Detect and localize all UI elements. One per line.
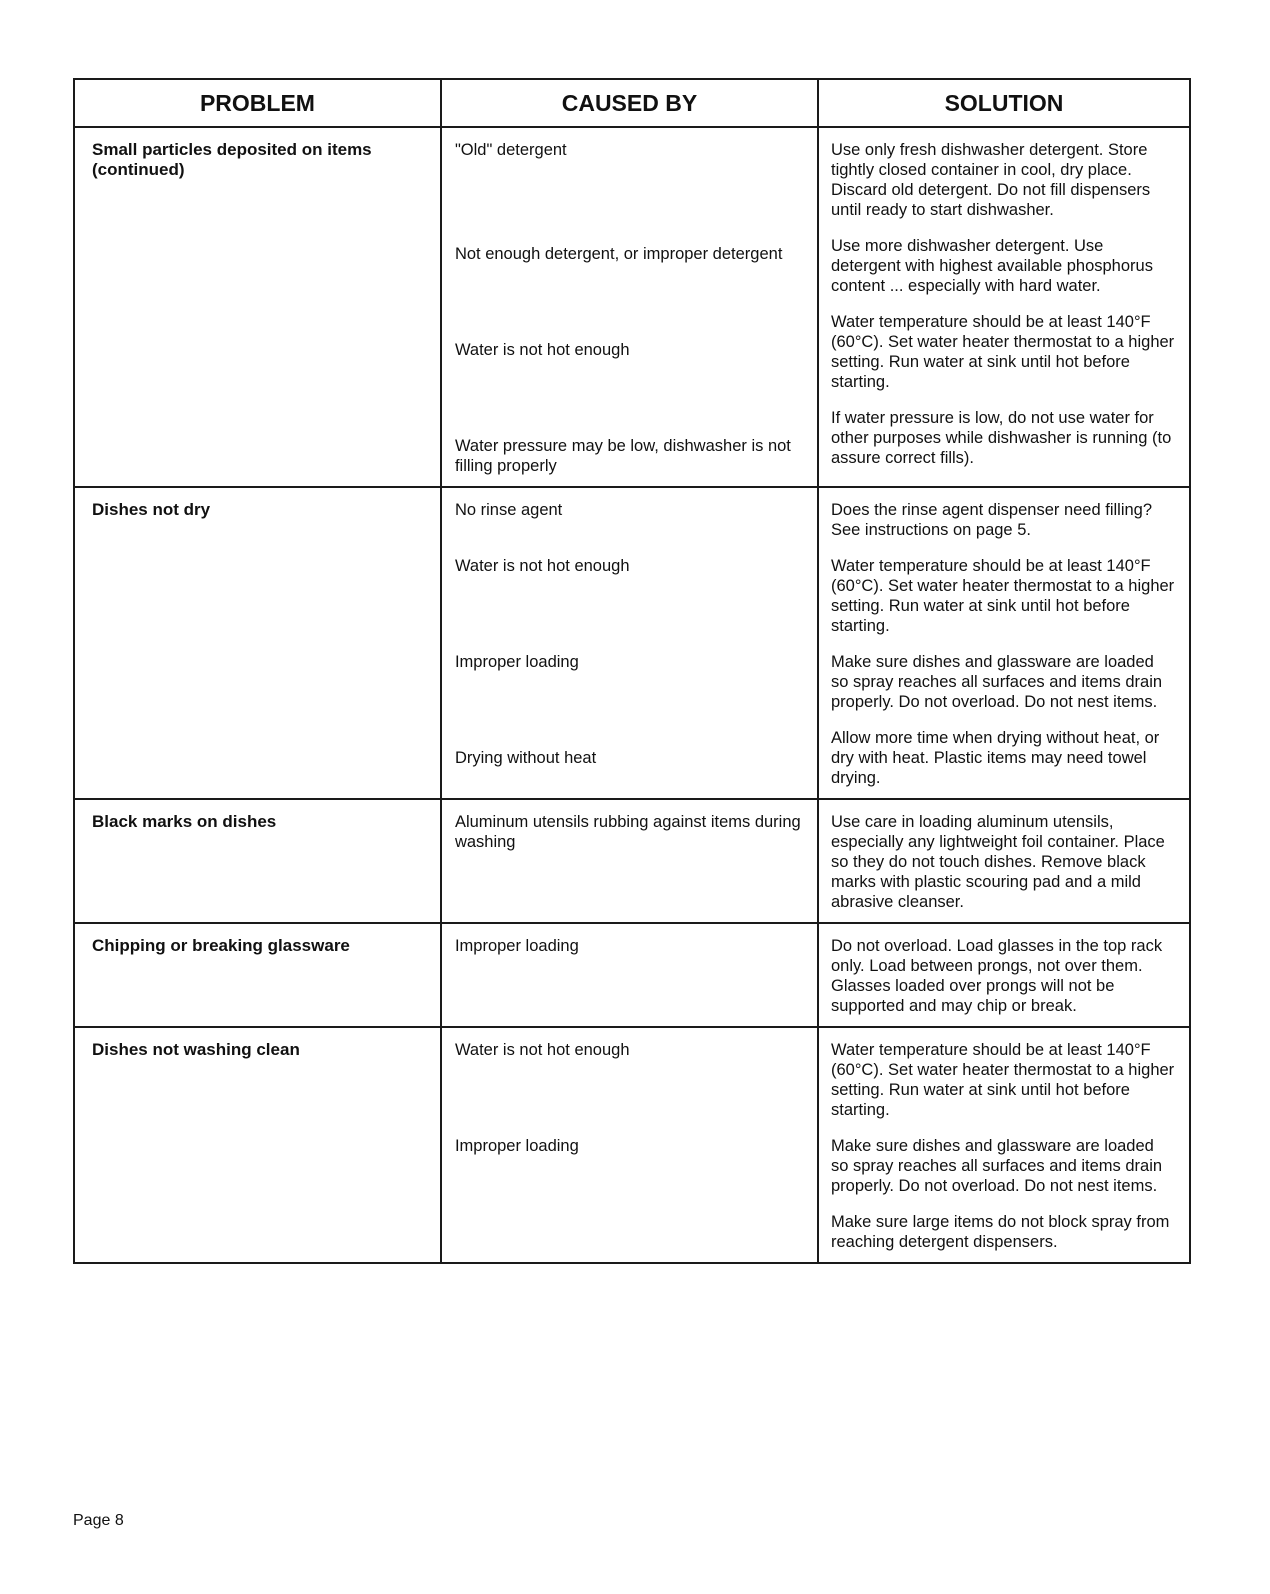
problem-cell xyxy=(74,799,441,923)
cause-cell xyxy=(441,127,818,487)
cause-text: Improper loading xyxy=(454,1137,579,1155)
cause-cell xyxy=(441,487,818,799)
problem-cell xyxy=(74,1027,441,1263)
table-row xyxy=(74,1027,1190,1263)
cause-cell xyxy=(441,1027,818,1263)
solution-text: Do not overload. Load glasses in the top rack only. Load between prongs, not over them. Glasses loaded over prongs will not be supported and may chip or break. xyxy=(830,937,1163,1015)
problem-label: Chipping or breaking glassware xyxy=(92,936,350,955)
cause-text: Water pressure may be low, dishwasher is not filling properly xyxy=(454,437,791,475)
cause-text: "Old" detergent xyxy=(454,141,567,159)
solution-text: Use more dishwasher detergent. Use detergent with highest available phosphorus content ... especially with hard water. xyxy=(830,237,1153,295)
solution-text: Water temperature should be at least 140°F (60°C). Set water heater thermostat to a higher setting. Run water at sink until hot before starting. xyxy=(830,313,1175,391)
solution-text: Use care in loading aluminum utensils, especially any lightweight foil container. Place so they do not touch dishes. Remove black marks with plastic scouring pad and a mild abrasive cleanser. xyxy=(830,813,1165,911)
solution-text: Use only fresh dishwasher detergent. Store tightly closed container in cool, dry place. Discard old detergent. Do not fill dispensers until ready to start dishwasher. xyxy=(830,141,1151,219)
solution-cell xyxy=(818,127,1190,487)
header-row xyxy=(74,79,1190,127)
problem-label: Dishes not washing clean xyxy=(92,1040,300,1059)
solution-cell xyxy=(818,799,1190,923)
cause-cell xyxy=(441,923,818,1027)
solution-text: Make sure dishes and glassware are loaded so spray reaches all surfaces and items drain properly. Do not overload. Do not nest items. xyxy=(830,653,1163,711)
problem-cell xyxy=(74,127,441,487)
solution-text: Make sure dishes and glassware are loaded so spray reaches all surfaces and items drain properly. Do not overload. Do not nest items. xyxy=(830,1137,1163,1195)
cause-text: Water is not hot enough xyxy=(454,341,630,359)
table-row xyxy=(74,487,1190,799)
cause-text: Water is not hot enough xyxy=(454,557,630,575)
table-row xyxy=(74,799,1190,923)
problem-label: Dishes not dry xyxy=(92,500,211,519)
cause-text: No rinse agent xyxy=(454,501,563,519)
solution-text: Allow more time when drying without heat, or dry with heat. Plastic items may need towel drying. xyxy=(830,729,1160,787)
solution-text: Water temperature should be at least 140°F (60°C). Set water heater thermostat to a higher setting. Run water at sink until hot before starting. xyxy=(830,1041,1175,1119)
problem-cell xyxy=(74,923,441,1027)
header-problem: PROBLEM xyxy=(74,79,441,127)
cause-text: Improper loading xyxy=(454,653,579,671)
solution-text: If water pressure is low, do not use water for other purposes while dishwasher is running (to assure correct fills). xyxy=(830,409,1172,467)
cause-text: Drying without heat xyxy=(454,749,597,767)
problem-cell xyxy=(74,487,441,799)
solution-text: Does the rinse agent dispenser need filling? See instructions on page 5. xyxy=(830,501,1153,539)
problem-label: Black marks on dishes xyxy=(92,812,277,831)
cause-text: Aluminum utensils rubbing against items during washing xyxy=(454,813,801,851)
cause-text: Water is not hot enough xyxy=(454,1041,630,1059)
problem-label: Small particles deposited on items (continued) xyxy=(92,140,372,179)
table-row xyxy=(74,923,1190,1027)
page-number: Page 8 xyxy=(73,1512,124,1529)
header-solution: SOLUTION xyxy=(818,79,1190,127)
cause-text: Improper loading xyxy=(454,937,579,955)
solution-text: Make sure large items do not block spray from reaching detergent dispensers. xyxy=(830,1213,1170,1251)
cause-text: Not enough detergent, or improper detergent xyxy=(454,245,783,263)
solution-text: Water temperature should be at least 140°F (60°C). Set water heater thermostat to a higher setting. Run water at sink until hot before starting. xyxy=(830,557,1175,635)
troubleshooting-table xyxy=(73,78,1191,1264)
solution-cell xyxy=(818,487,1190,799)
solution-cell xyxy=(818,1027,1190,1263)
solution-cell xyxy=(818,923,1190,1027)
cause-cell xyxy=(441,799,818,923)
header-caused-by: CAUSED BY xyxy=(441,79,818,127)
table-row xyxy=(74,127,1190,487)
